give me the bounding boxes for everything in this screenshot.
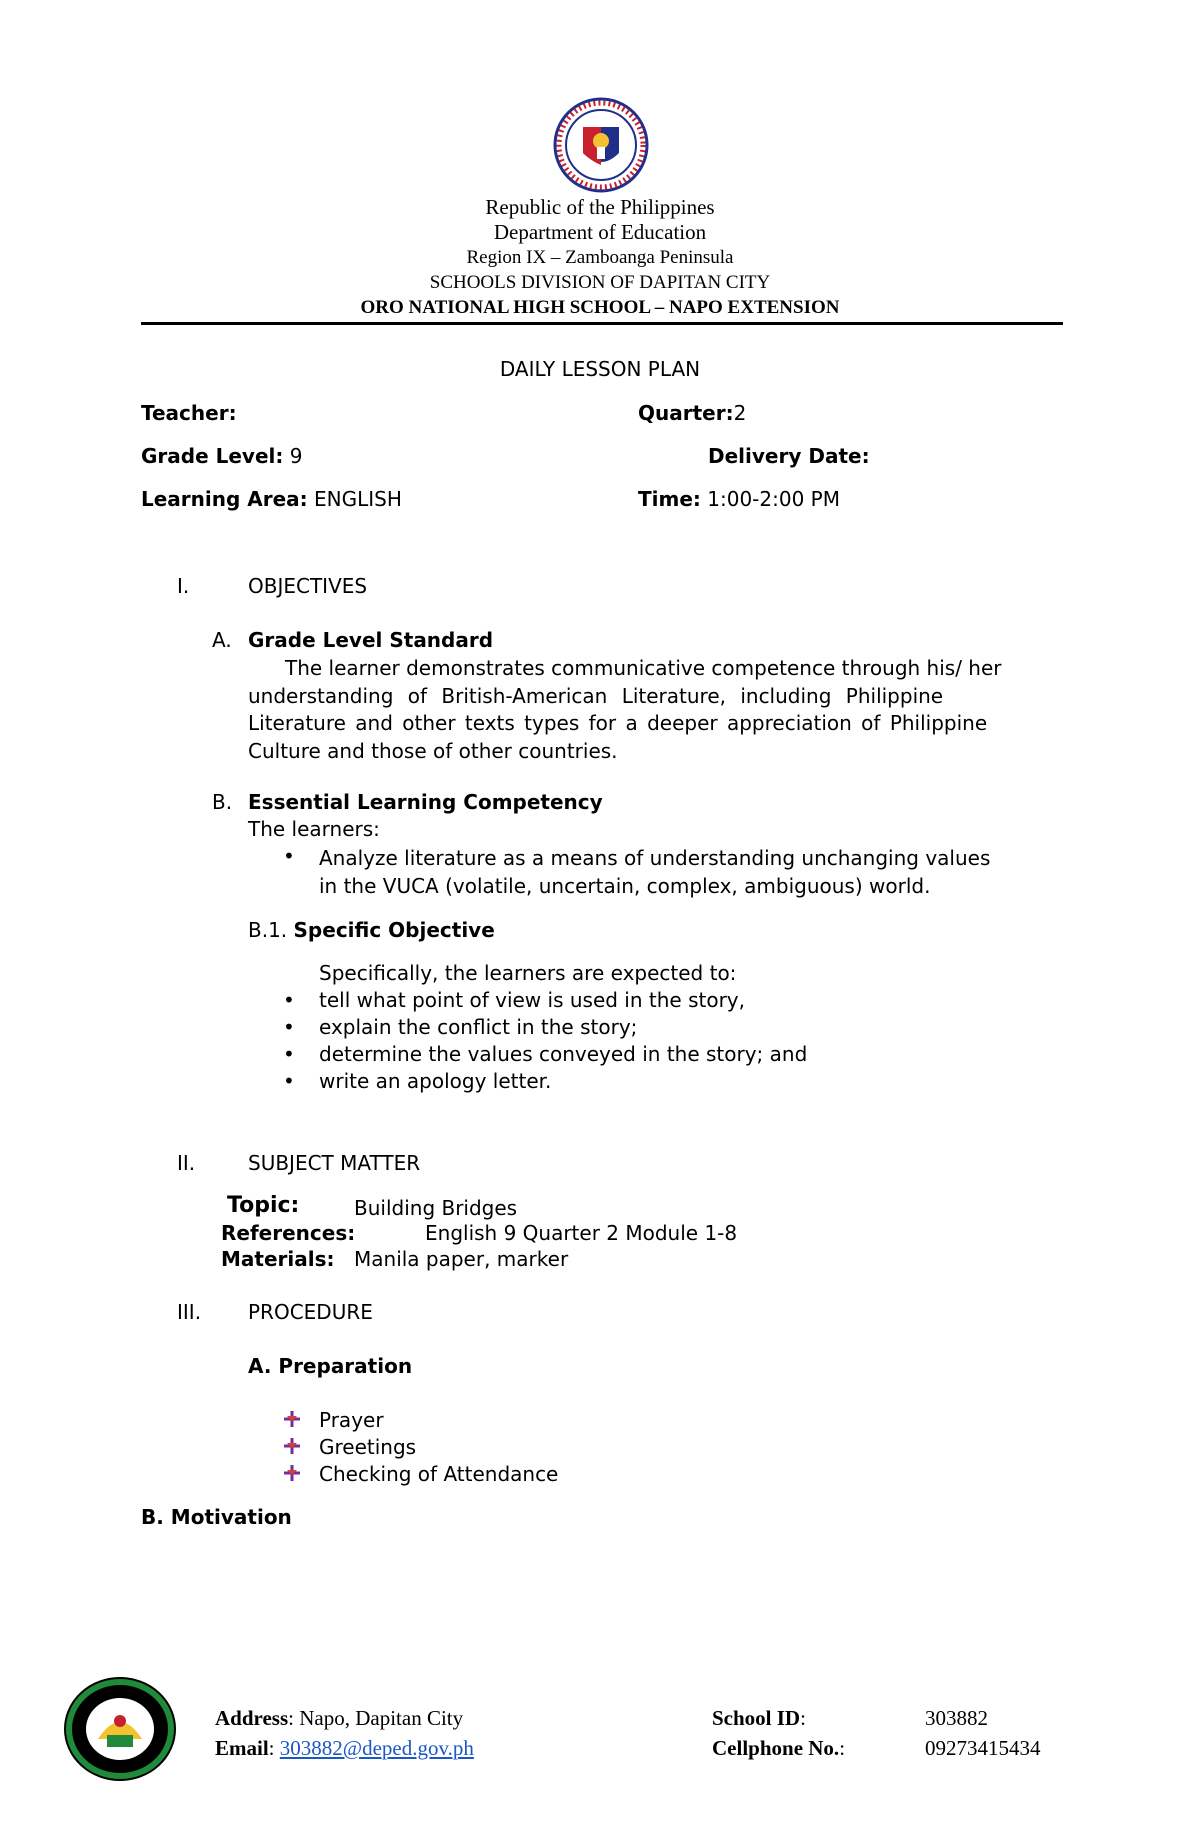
footer-school-id: [712, 1706, 806, 1731]
specific-objective-item: explain the conflict in the story;: [319, 1015, 638, 1039]
address-value: : Napo, Dapitan City: [288, 1706, 464, 1730]
footer-cellphone: [712, 1736, 845, 1761]
grade-level-label: Grade Level:: [141, 444, 284, 468]
school-logo: [63, 1677, 177, 1782]
grade-level-row: [141, 444, 302, 468]
competency-line: Analyze literature as a means of understanding unchanging values: [319, 846, 991, 870]
arrow-bullet-icon: [283, 1437, 301, 1455]
school-id-separator: :: [800, 1706, 806, 1730]
section-heading-subject-matter: SUBJECT MATTER: [248, 1151, 421, 1175]
teacher-label: Teacher:: [141, 401, 237, 425]
arrow-bullet-icon: [283, 1410, 301, 1428]
document-title: DAILY LESSON PLAN: [499, 357, 701, 381]
competency-item: [319, 844, 990, 900]
quarter-row: [638, 401, 746, 425]
subsection-letter-a: A.: [212, 628, 232, 652]
specific-objective-number: B.1.: [248, 918, 288, 942]
header-department: Department of Education: [493, 220, 707, 244]
cellphone-label: Cellphone No.: [712, 1736, 840, 1760]
specific-objective-item: write an apology letter.: [319, 1069, 552, 1093]
references-value: English 9 Quarter 2 Module 1-8: [425, 1221, 738, 1245]
email-separator: :: [268, 1736, 280, 1760]
references-label: References:: [221, 1221, 356, 1245]
cellphone-separator: :: [839, 1736, 846, 1760]
bullet-dot: •: [283, 1015, 295, 1039]
bullet-dot: •: [283, 844, 295, 868]
footer-email: [215, 1736, 474, 1761]
email-link[interactable]: 303882@deped.gov.ph: [279, 1736, 474, 1760]
standard-line-text: understanding of British-American Literature, including Philippine: [248, 683, 944, 708]
learning-area-row: [141, 487, 402, 511]
quarter-value: 2: [733, 401, 747, 425]
specific-objective-heading: Specific Objective: [293, 918, 495, 942]
grade-level-standard-text: [248, 655, 1063, 765]
grade-level-standard-heading: Grade Level Standard: [248, 628, 494, 652]
competency-intro: The learners:: [248, 817, 380, 841]
subsection-letter-b: B.: [212, 790, 233, 814]
preparation-heading: A. Preparation: [248, 1354, 413, 1378]
school-id-label: School ID: [712, 1706, 801, 1730]
deped-seal-logo: [553, 97, 649, 193]
topic-value: Building Bridges: [354, 1196, 518, 1220]
address-label: Address: [215, 1706, 289, 1730]
header-republic: Republic of the Philippines: [485, 195, 715, 219]
section-heading-objectives: OBJECTIVES: [248, 574, 368, 598]
section-number-iii: III.: [177, 1300, 202, 1324]
standard-line: The learner demonstrates communicative competence through his/ her: [285, 656, 1002, 680]
preparation-item: Prayer: [319, 1408, 384, 1432]
delivery-date-label: Delivery Date:: [708, 444, 870, 468]
quarter-label: Quarter:: [638, 401, 734, 425]
time-row: [638, 487, 840, 511]
time-label: Time:: [638, 487, 701, 511]
time-value: 1:00-2:00 PM: [707, 487, 840, 511]
delivery-date-row: [708, 444, 870, 468]
bullet-dot: •: [283, 1069, 295, 1093]
preparation-item: Checking of Attendance: [319, 1462, 559, 1486]
header-division: SCHOOLS DIVISION OF DAPITAN CITY: [429, 272, 771, 293]
cellphone-value: 09273415434: [925, 1736, 1041, 1760]
materials-value: Manila paper, marker: [354, 1247, 569, 1271]
section-heading-procedure: PROCEDURE: [248, 1300, 373, 1324]
topic-label: Topic:: [227, 1193, 300, 1218]
materials-label: Materials:: [221, 1247, 335, 1271]
learning-area-value: ENGLISH: [314, 487, 402, 511]
header-region: Region IX – Zamboanga Peninsula: [466, 247, 734, 268]
specific-objective-item: determine the values conveyed in the story; and: [319, 1042, 808, 1066]
learning-area-label: Learning Area:: [141, 487, 308, 511]
footer-address: [215, 1706, 463, 1731]
section-number-i: I.: [177, 574, 190, 598]
essential-learning-competency-heading: Essential Learning Competency: [248, 790, 603, 814]
bullet-dot: •: [283, 1042, 295, 1066]
specific-objective-row: [248, 918, 495, 942]
header-school-name: ORO NATIONAL HIGH SCHOOL – NAPO EXTENSION: [360, 297, 840, 318]
standard-line: [248, 710, 1063, 738]
standard-line: [248, 683, 1063, 711]
school-id-value: 303882: [925, 1706, 988, 1730]
email-label: Email: [215, 1736, 269, 1760]
section-number-ii: II.: [177, 1151, 196, 1175]
bullet-dot: •: [283, 988, 295, 1012]
motivation-heading: B. Motivation: [141, 1505, 292, 1529]
arrow-bullet-icon: [283, 1464, 301, 1482]
specific-objective-item: tell what point of view is used in the story,: [319, 988, 745, 1012]
specific-objective-intro: Specifically, the learners are expected to:: [319, 961, 737, 985]
competency-line: in the VUCA (volatile, uncertain, complex, ambiguous) world.: [319, 874, 931, 898]
standard-line-text: Literature and other texts types for a deeper appreciation of Philippine: [248, 711, 988, 735]
teacher-row: [141, 401, 237, 425]
header-divider: [141, 322, 1063, 325]
standard-line: Culture and those of other countries.: [248, 738, 618, 763]
preparation-item: Greetings: [319, 1435, 417, 1459]
grade-level-value: 9: [289, 444, 303, 468]
